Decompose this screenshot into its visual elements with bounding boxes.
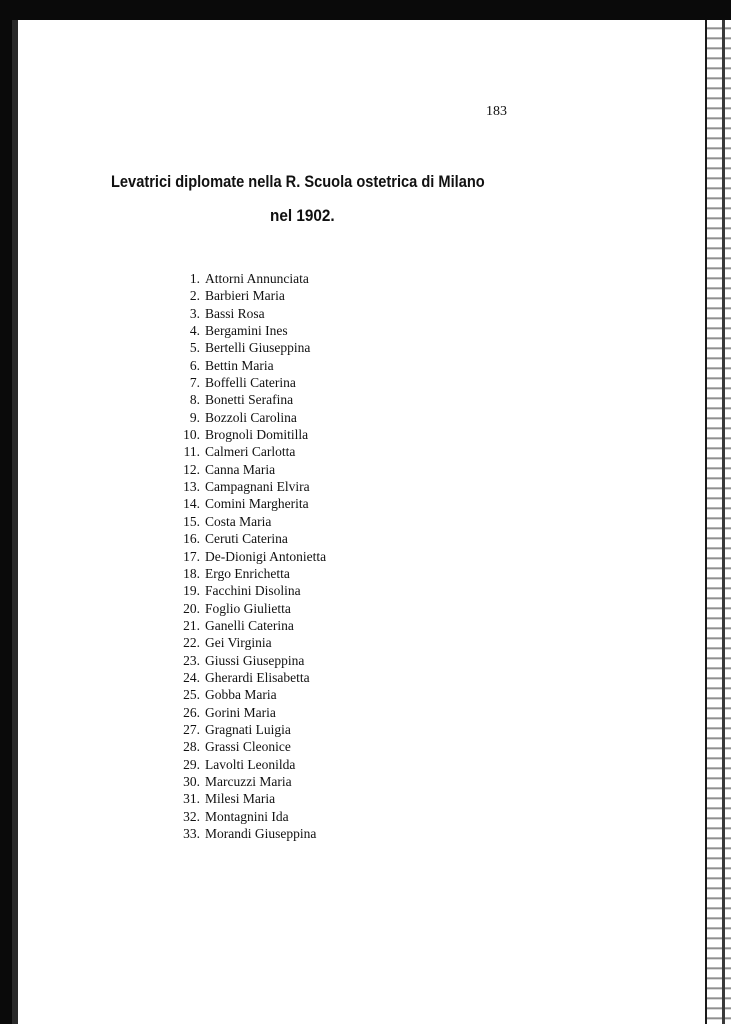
list-item	[160, 287, 326, 304]
list-item	[160, 548, 326, 565]
list-item	[160, 704, 326, 721]
entry-number: 9.	[189, 409, 200, 425]
entry-number: 32.	[183, 808, 200, 824]
entry-number: 1.	[189, 271, 200, 286]
entry-name: Boffelli Caterina	[205, 375, 296, 391]
list-item	[160, 600, 326, 617]
list-item	[160, 443, 326, 460]
entry-name: Barbieri Maria	[205, 288, 285, 304]
list-item	[160, 513, 326, 530]
list-item	[160, 721, 326, 738]
entry-number: 14.	[183, 496, 200, 512]
entry-name: Grassi Cleonice	[205, 739, 291, 755]
list-item	[160, 686, 326, 703]
page-subtitle: nel 1902.	[270, 206, 335, 225]
entry-name: Calmeri Carlotta	[205, 444, 296, 460]
list-item	[160, 409, 326, 426]
entry-number: 12.	[183, 461, 200, 477]
list-item	[160, 756, 326, 773]
entry-name: Attorni Annunciata	[205, 271, 309, 286]
entry-name: Ceruti Caterina	[205, 531, 288, 547]
entry-number: 18.	[183, 565, 200, 581]
scan-border-left	[0, 0, 12, 1024]
entry-name: Morandi Giuseppina	[205, 826, 317, 841]
list-item	[160, 617, 326, 634]
list-item	[160, 773, 326, 790]
entry-number: 4.	[189, 323, 200, 339]
list-item	[160, 530, 326, 547]
entry-number: 26.	[183, 704, 200, 720]
entry-name: Comini Margherita	[205, 496, 309, 512]
entry-number: 7.	[189, 375, 200, 391]
entry-number: 15.	[183, 513, 200, 529]
list-item	[160, 357, 326, 374]
list-item	[160, 322, 326, 339]
entry-number: 5.	[189, 340, 200, 356]
list-item	[160, 565, 326, 582]
scan-border-right	[705, 20, 731, 1024]
entry-name: Facchini Disolina	[205, 583, 301, 599]
list-item	[160, 270, 326, 287]
entry-name: Montagnini Ida	[205, 808, 289, 824]
midwife-list	[160, 270, 326, 842]
list-item	[160, 790, 326, 807]
entry-number: 27.	[183, 721, 200, 737]
list-item	[160, 825, 326, 842]
list-item	[160, 669, 326, 686]
entry-number: 22.	[183, 635, 200, 651]
entry-name: Gherardi Elisabetta	[205, 669, 310, 685]
entry-name: Brognoli Domitilla	[205, 427, 309, 443]
entry-number: 20.	[183, 600, 200, 616]
entry-number: 31.	[183, 791, 200, 807]
entry-name: Bergamini Ines	[205, 323, 288, 339]
page-binding-edge	[12, 20, 18, 1024]
entry-name: Foglio Giulietta	[205, 600, 291, 616]
entry-number: 6.	[189, 357, 200, 373]
entry-name: Canna Maria	[205, 461, 276, 477]
entry-name: Giussi Giuseppina	[205, 652, 305, 668]
entry-name: Gragnati Luigia	[205, 721, 291, 737]
list-item	[160, 738, 326, 755]
entry-number: 29.	[183, 756, 200, 772]
entry-name: Lavolti Leonilda	[205, 756, 296, 772]
list-item	[160, 374, 326, 391]
entry-number: 25.	[183, 687, 200, 703]
list-item	[160, 582, 326, 599]
entry-number: 28.	[183, 739, 200, 755]
page-number: 183	[486, 104, 507, 119]
entry-number: 3.	[189, 305, 200, 321]
entry-name: De-Dionigi Antonietta	[205, 548, 327, 564]
list-item	[160, 634, 326, 651]
scan-border-top	[0, 0, 731, 20]
list-item	[160, 305, 326, 322]
entry-number: 19.	[183, 583, 200, 599]
entry-number: 30.	[183, 773, 200, 789]
entry-name: Bettin Maria	[205, 357, 274, 373]
entry-name: Bassi Rosa	[205, 305, 265, 321]
entry-name: Gorini Maria	[205, 704, 276, 720]
entry-number: 13.	[183, 479, 200, 495]
entry-name: Marcuzzi Maria	[205, 773, 292, 789]
list-item	[160, 808, 326, 825]
list-item	[160, 461, 326, 478]
list-item	[160, 426, 326, 443]
entry-name: Milesi Maria	[205, 791, 276, 807]
entry-number: 33.	[183, 826, 200, 841]
entry-name: Bozzoli Carolina	[205, 409, 297, 425]
entry-number: 17.	[183, 548, 200, 564]
entry-number: 16.	[183, 531, 200, 547]
page-edge-right	[722, 20, 725, 1024]
entry-name: Costa Maria	[205, 513, 272, 529]
entry-number: 24.	[183, 669, 200, 685]
list-item	[160, 339, 326, 356]
entry-number: 10.	[183, 427, 200, 443]
entry-number: 23.	[183, 652, 200, 668]
page-title: Levatrici diplomate nella R. Scuola ostetrica di Milano	[111, 172, 485, 191]
list-item	[160, 478, 326, 495]
list-item	[160, 652, 326, 669]
entry-number: 21.	[183, 617, 200, 633]
entry-number: 11.	[183, 444, 200, 460]
entry-name: Ergo Enrichetta	[205, 565, 290, 581]
entry-name: Gobba Maria	[205, 687, 277, 703]
entry-name: Ganelli Caterina	[205, 617, 294, 633]
entry-number: 8.	[189, 392, 200, 408]
entry-number: 2.	[189, 288, 200, 304]
entry-name: Bertelli Giuseppina	[205, 340, 311, 356]
entry-name: Campagnani Elvira	[205, 479, 310, 495]
entry-name: Gei Virginia	[205, 635, 272, 651]
list-item	[160, 495, 326, 512]
entry-name: Bonetti Serafina	[205, 392, 294, 408]
list-item	[160, 391, 326, 408]
